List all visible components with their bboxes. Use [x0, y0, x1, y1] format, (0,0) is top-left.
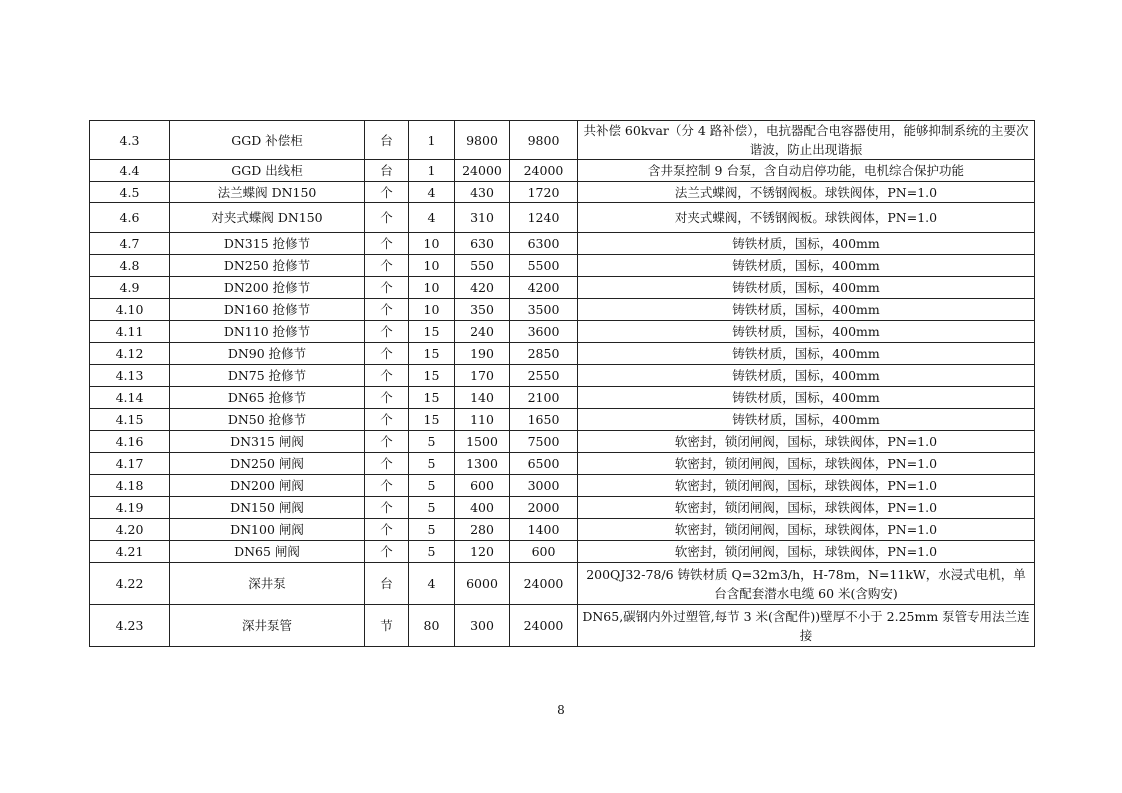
table-row [90, 387, 1035, 409]
item-unit-price: 550 [455, 255, 510, 277]
item-quantity: 5 [409, 431, 455, 453]
item-total: 24000 [510, 160, 578, 182]
item-description: 软密封，锁闭闸阀，国标，球铁阀体，PN=1.0 [578, 497, 1035, 519]
item-description: 铸铁材质，国标，400mm [578, 343, 1035, 365]
item-number: 4.18 [90, 475, 170, 497]
item-description: 软密封，锁闭闸阀，国标，球铁阀体，PN=1.0 [578, 453, 1035, 475]
item-total: 24000 [510, 605, 578, 647]
item-quantity: 5 [409, 453, 455, 475]
item-unit: 个 [365, 255, 409, 277]
item-unit: 个 [365, 321, 409, 343]
item-quantity: 10 [409, 255, 455, 277]
item-total: 1400 [510, 519, 578, 541]
item-quantity: 80 [409, 605, 455, 647]
item-quantity: 1 [409, 121, 455, 160]
item-quantity: 5 [409, 475, 455, 497]
item-quantity: 10 [409, 233, 455, 255]
item-name: DN65 抢修节 [170, 387, 365, 409]
table-row [90, 541, 1035, 563]
item-quantity: 15 [409, 365, 455, 387]
page-number: 8 [557, 703, 565, 717]
item-unit: 个 [365, 409, 409, 431]
item-name: GGD 补偿柜 [170, 121, 365, 160]
item-number: 4.5 [90, 182, 170, 203]
table-row [90, 409, 1035, 431]
item-unit-price: 170 [455, 365, 510, 387]
item-unit: 个 [365, 182, 409, 203]
item-name: DN110 抢修节 [170, 321, 365, 343]
item-name: DN90 抢修节 [170, 343, 365, 365]
item-description: 软密封，锁闭闸阀，国标，球铁阀体，PN=1.0 [578, 541, 1035, 563]
item-total: 5500 [510, 255, 578, 277]
item-total: 3000 [510, 475, 578, 497]
item-total: 4200 [510, 277, 578, 299]
item-number: 4.14 [90, 387, 170, 409]
table-row [90, 431, 1035, 453]
table-row [90, 182, 1035, 203]
item-description: 法兰式蝶阀，不锈钢阀板。球铁阀体，PN=1.0 [578, 182, 1035, 203]
item-description: 对夹式蝶阀，不锈钢阀板。球铁阀体，PN=1.0 [578, 203, 1035, 233]
item-unit-price: 140 [455, 387, 510, 409]
item-description: 铸铁材质，国标，400mm [578, 277, 1035, 299]
table-row [90, 160, 1035, 182]
item-name: DN250 闸阀 [170, 453, 365, 475]
item-unit-price: 24000 [455, 160, 510, 182]
item-name: DN150 闸阀 [170, 497, 365, 519]
item-description: 软密封，锁闭闸阀，国标，球铁阀体，PN=1.0 [578, 519, 1035, 541]
item-number: 4.9 [90, 277, 170, 299]
item-name: DN65 闸阀 [170, 541, 365, 563]
item-unit: 个 [365, 453, 409, 475]
table-row [90, 519, 1035, 541]
item-description: 含井泵控制 9 台泵，含自动启停功能，电机综合保护功能 [578, 160, 1035, 182]
item-unit-price: 600 [455, 475, 510, 497]
equipment-price-table [89, 120, 1035, 647]
item-description: 铸铁材质，国标，400mm [578, 387, 1035, 409]
item-quantity: 1 [409, 160, 455, 182]
table-row [90, 497, 1035, 519]
item-number: 4.6 [90, 203, 170, 233]
item-unit: 个 [365, 343, 409, 365]
table-row [90, 475, 1035, 497]
item-name: DN200 闸阀 [170, 475, 365, 497]
item-description: 共补偿 60kvar（分 4 路补偿），电抗器配合电容器使用，能够抑制系统的主要次谐波，防止出现谐振 [578, 121, 1035, 160]
item-unit: 个 [365, 299, 409, 321]
table-row [90, 277, 1035, 299]
item-quantity: 5 [409, 497, 455, 519]
item-number: 4.10 [90, 299, 170, 321]
item-unit-price: 420 [455, 277, 510, 299]
item-unit: 台 [365, 563, 409, 605]
table-body [90, 121, 1035, 647]
item-total: 3600 [510, 321, 578, 343]
item-description: DN65,碳钢内外过塑管,每节 3 米(含配件))壁厚不小于 2.25mm 泵管专用法兰连接 [578, 605, 1035, 647]
item-unit: 个 [365, 431, 409, 453]
item-total: 1240 [510, 203, 578, 233]
item-number: 4.12 [90, 343, 170, 365]
item-quantity: 4 [409, 182, 455, 203]
item-description: 铸铁材质，国标，400mm [578, 321, 1035, 343]
item-name: DN250 抢修节 [170, 255, 365, 277]
item-number: 4.19 [90, 497, 170, 519]
item-name: DN75 抢修节 [170, 365, 365, 387]
item-unit-price: 6000 [455, 563, 510, 605]
item-unit-price: 310 [455, 203, 510, 233]
item-unit: 个 [365, 365, 409, 387]
item-description: 铸铁材质，国标，400mm [578, 299, 1035, 321]
item-unit-price: 430 [455, 182, 510, 203]
item-unit-price: 120 [455, 541, 510, 563]
item-number: 4.13 [90, 365, 170, 387]
item-name: DN50 抢修节 [170, 409, 365, 431]
item-unit: 个 [365, 475, 409, 497]
table-row [90, 299, 1035, 321]
item-total: 2850 [510, 343, 578, 365]
item-quantity: 5 [409, 519, 455, 541]
item-unit: 个 [365, 233, 409, 255]
table-row [90, 605, 1035, 647]
item-total: 600 [510, 541, 578, 563]
table-row [90, 255, 1035, 277]
item-number: 4.4 [90, 160, 170, 182]
item-number: 4.22 [90, 563, 170, 605]
item-total: 2100 [510, 387, 578, 409]
item-total: 6500 [510, 453, 578, 475]
item-unit: 个 [365, 277, 409, 299]
item-unit-price: 630 [455, 233, 510, 255]
item-total: 24000 [510, 563, 578, 605]
table-row [90, 563, 1035, 605]
item-description: 软密封，锁闭闸阀，国标，球铁阀体，PN=1.0 [578, 431, 1035, 453]
table-row [90, 203, 1035, 233]
item-total: 1720 [510, 182, 578, 203]
item-name: DN315 抢修节 [170, 233, 365, 255]
item-unit: 个 [365, 387, 409, 409]
item-total: 2000 [510, 497, 578, 519]
item-unit-price: 350 [455, 299, 510, 321]
item-description: 铸铁材质，国标，400mm [578, 365, 1035, 387]
item-number: 4.3 [90, 121, 170, 160]
item-number: 4.11 [90, 321, 170, 343]
item-unit-price: 1500 [455, 431, 510, 453]
item-unit-price: 280 [455, 519, 510, 541]
item-number: 4.20 [90, 519, 170, 541]
item-number: 4.16 [90, 431, 170, 453]
item-number: 4.21 [90, 541, 170, 563]
table-row [90, 233, 1035, 255]
item-name: GGD 出线柜 [170, 160, 365, 182]
item-number: 4.17 [90, 453, 170, 475]
item-quantity: 15 [409, 409, 455, 431]
table-row [90, 343, 1035, 365]
table-row [90, 321, 1035, 343]
item-unit: 个 [365, 541, 409, 563]
item-quantity: 5 [409, 541, 455, 563]
item-unit-price: 110 [455, 409, 510, 431]
item-unit-price: 190 [455, 343, 510, 365]
item-unit-price: 240 [455, 321, 510, 343]
item-name: 深井泵管 [170, 605, 365, 647]
item-name: DN100 闸阀 [170, 519, 365, 541]
item-total: 1650 [510, 409, 578, 431]
item-unit: 个 [365, 203, 409, 233]
item-name: 对夹式蝶阀 DN150 [170, 203, 365, 233]
item-number: 4.23 [90, 605, 170, 647]
item-name: 法兰蝶阀 DN150 [170, 182, 365, 203]
item-description: 200QJ32-78/6 铸铁材质 Q=32m3/h，H-78m，N=11kW，水浸式电机，单台含配套潜水电缆 60 米(含购安) [578, 563, 1035, 605]
item-name: DN200 抢修节 [170, 277, 365, 299]
table-row [90, 121, 1035, 160]
item-total: 2550 [510, 365, 578, 387]
item-number: 4.7 [90, 233, 170, 255]
item-unit: 个 [365, 519, 409, 541]
item-unit-price: 1300 [455, 453, 510, 475]
item-quantity: 4 [409, 203, 455, 233]
item-description: 铸铁材质，国标，400mm [578, 255, 1035, 277]
item-number: 4.8 [90, 255, 170, 277]
item-total: 3500 [510, 299, 578, 321]
table-row [90, 365, 1035, 387]
item-quantity: 15 [409, 321, 455, 343]
item-name: DN160 抢修节 [170, 299, 365, 321]
item-total: 7500 [510, 431, 578, 453]
item-unit: 节 [365, 605, 409, 647]
table-row [90, 453, 1035, 475]
item-unit: 台 [365, 121, 409, 160]
item-unit-price: 400 [455, 497, 510, 519]
item-name: DN315 闸阀 [170, 431, 365, 453]
item-number: 4.15 [90, 409, 170, 431]
item-quantity: 10 [409, 299, 455, 321]
item-total: 6300 [510, 233, 578, 255]
item-unit: 个 [365, 497, 409, 519]
item-name: 深井泵 [170, 563, 365, 605]
item-description: 软密封，锁闭闸阀，国标，球铁阀体，PN=1.0 [578, 475, 1035, 497]
item-quantity: 15 [409, 387, 455, 409]
item-quantity: 15 [409, 343, 455, 365]
item-description: 铸铁材质，国标，400mm [578, 233, 1035, 255]
item-unit: 台 [365, 160, 409, 182]
item-total: 9800 [510, 121, 578, 160]
item-quantity: 4 [409, 563, 455, 605]
item-unit-price: 9800 [455, 121, 510, 160]
item-unit-price: 300 [455, 605, 510, 647]
item-quantity: 10 [409, 277, 455, 299]
item-description: 铸铁材质，国标，400mm [578, 409, 1035, 431]
